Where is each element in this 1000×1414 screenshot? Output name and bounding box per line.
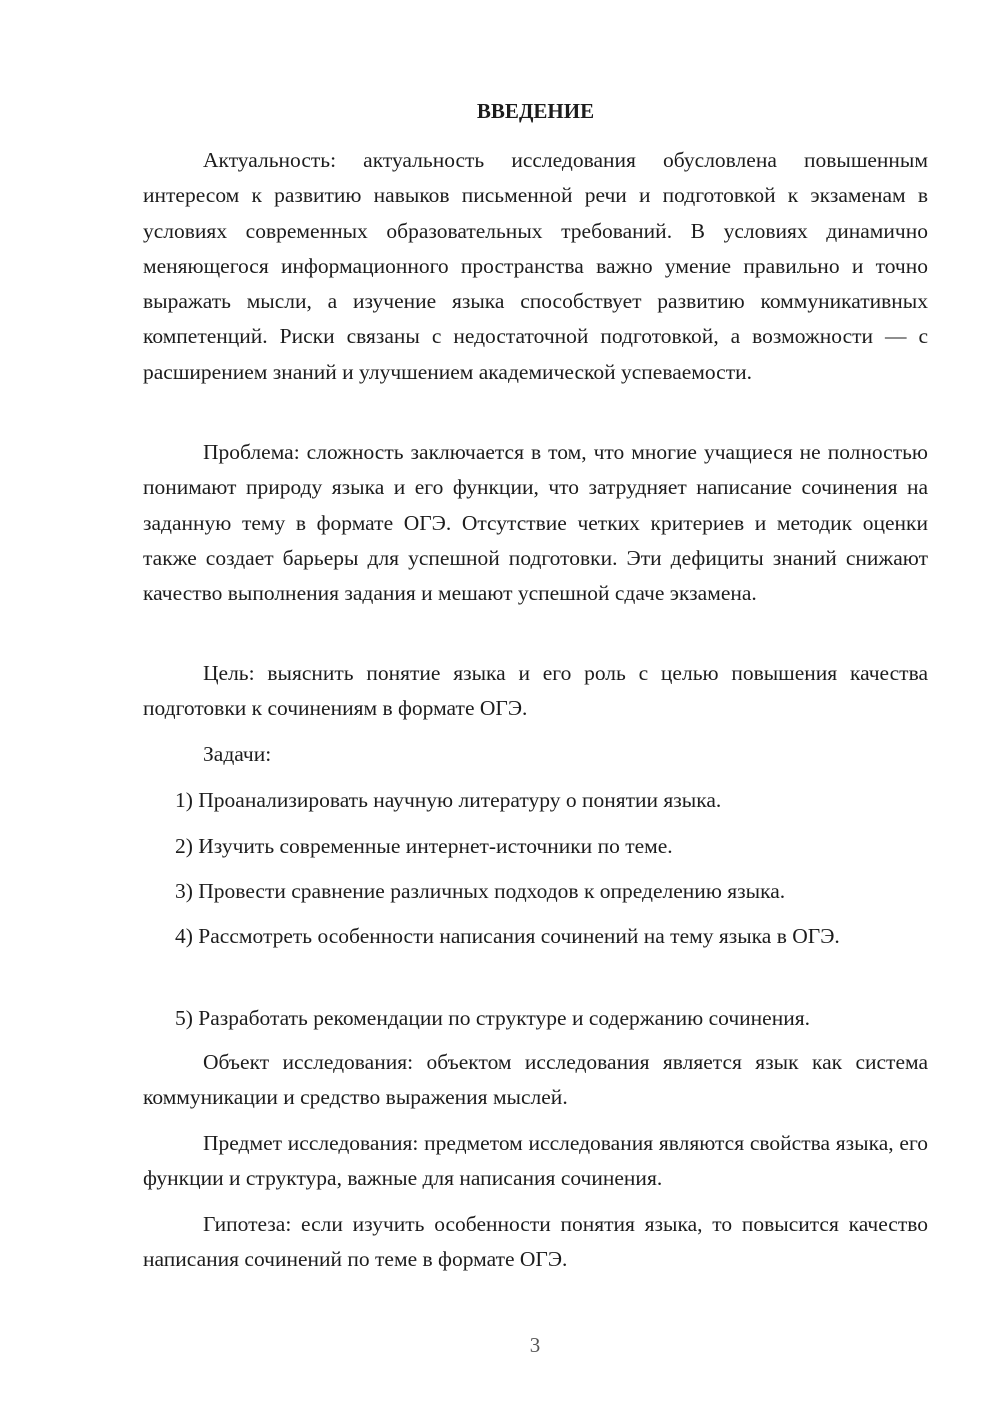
tasks-heading: Задачи: xyxy=(203,742,272,766)
hypothesis-paragraph: Гипотеза: если изучить особенности понятия языка, то повысится качество написания сочинений по теме в формате ОГЭ. xyxy=(143,1212,928,1272)
task-item-1: 1) Проанализировать научную литературу о понятии языка. xyxy=(175,788,722,812)
task-item-2: 2) Изучить современные интернет-источники по теме. xyxy=(175,834,673,858)
goal-paragraph: Цель: выяснить понятие языка и его роль с целью повышения качества подготовки к сочинениям в формате ОГЭ. xyxy=(143,661,928,721)
page-title: ВВЕДЕНИЕ xyxy=(476,99,595,123)
problem-paragraph: Проблема: сложность заключается в том, что многие учащиеся не полностью понимают природу языка и его функции, что затрудняет написание сочинения на заданную тему в формате ОГЭ. Отсутствие четких критериев и методик оценки также создает барьеры для успешной подготовки. Эти дефициты знаний снижают качество выполнения задания и мешают успешной сдаче экзамена. xyxy=(143,440,928,606)
task-item-5: 5) Разработать рекомендации по структуре и содержанию сочинения. xyxy=(175,1006,810,1030)
relevance-paragraph: Актуальность: актуальность исследования обусловлена повышенным интересом к развитию навыков письменной речи и подготовкой к экзаменам в условиях современных образовательных требований. В условиях динамично меняющегося информационного пространства важно умение правильно и точно выражать мысли, а изучение языка способствует развитию коммуникативных компетенций. Риски связаны с недостаточной подготовкой, а возможности — с расширением знаний и улучшением академической успеваемости. xyxy=(143,148,928,384)
subject-paragraph: Предмет исследования: предметом исследования являются свойства языка, его функции и структура, важные для написания сочинения. xyxy=(143,1131,928,1191)
task-item-4: 4) Рассмотреть особенности написания сочинений на тему языка в ОГЭ. xyxy=(175,924,840,948)
task-item-3: 3) Провести сравнение различных подходов к определению языка. xyxy=(175,879,786,903)
object-paragraph: Объект исследования: объектом исследования является язык как система коммуникации и средство выражения мыслей. xyxy=(143,1050,928,1110)
page-number: 3 xyxy=(529,1333,541,1357)
